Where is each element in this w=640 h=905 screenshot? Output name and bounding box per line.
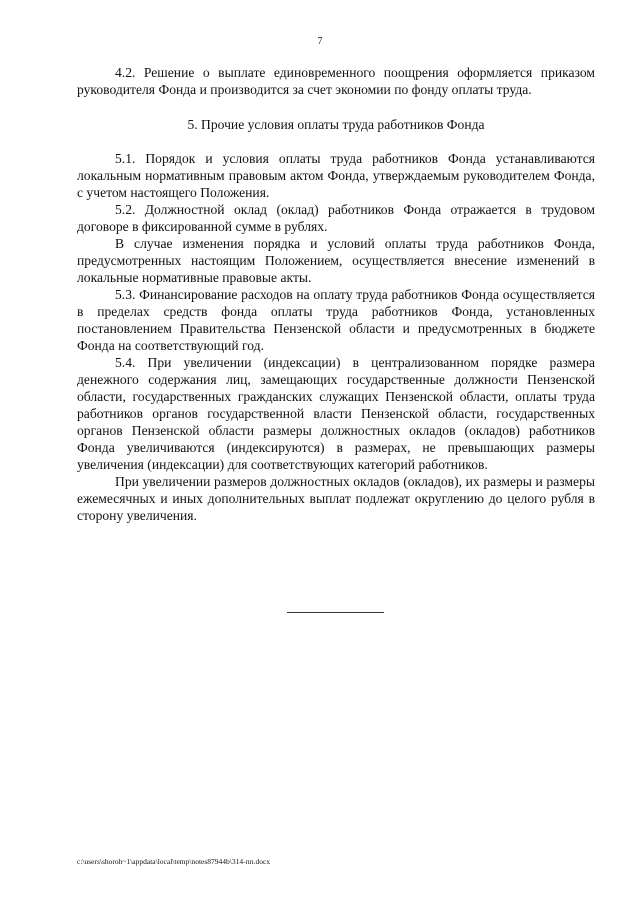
end-divider-line	[287, 612, 384, 613]
document-body	[77, 64, 595, 524]
paragraph-5-3: 5.3. Финансирование расходов на оплату труда работников Фонда осуществляется в пределах средств фонда оплаты труда работников Фонда, установленных постановлением Правительства Пензенской области и предусмотренных в бюджете Фонда на соответствующий год.	[77, 287, 595, 353]
section-heading: 5. Прочие условия оплаты труда работников Фонда	[187, 117, 485, 132]
paragraph-5-2-continuation: В случае изменения порядка и условий оплаты труда работников Фонда, предусмотренных настоящим Положением, осуществляется внесение изменений в локальные нормативные правовые акты.	[77, 236, 595, 285]
paragraph-5-4: 5.4. При увеличении (индексации) в централизованном порядке размера денежного содержания лиц, замещающих государственные должности Пензенской области, государственных гражданских служащих Пензенской области, оплаты труда работников органов государственной власти Пензенской области, государственных органов Пензенской области размеры должностных окладов (окладов) работников Фонда увеличиваются (индексируются) в размерах, не превышающих размеры увеличения (индексации) для соответствующих категорий работников.	[77, 355, 595, 472]
footer-file-path: c:\users\shoroh~1\appdata\local\temp\notes87944b\314-пп.docx	[77, 857, 271, 866]
page-number: 7	[317, 36, 323, 47]
paragraph-5-1: 5.1. Порядок и условия оплаты труда работников Фонда устанавливаются локальным нормативным правовым актом Фонда, утверждаемым руководителем Фонда, с учетом настоящего Положения.	[77, 151, 595, 200]
paragraph-5-2: 5.2. Должностной оклад (оклад) работников Фонда отражается в трудовом договоре в фиксированной сумме в рублях.	[77, 202, 595, 234]
paragraph-4-2: 4.2. Решение о выплате единовременного поощрения оформляется приказом руководителя Фонда и производится за счет экономии по фонду оплаты труда.	[77, 65, 595, 97]
paragraph-5-4-continuation: При увеличении размеров должностных окладов (окладов), их размеры и размеры ежемесячных и иных дополнительных выплат подлежат округлению до целого рубля в сторону увеличения.	[77, 474, 595, 523]
